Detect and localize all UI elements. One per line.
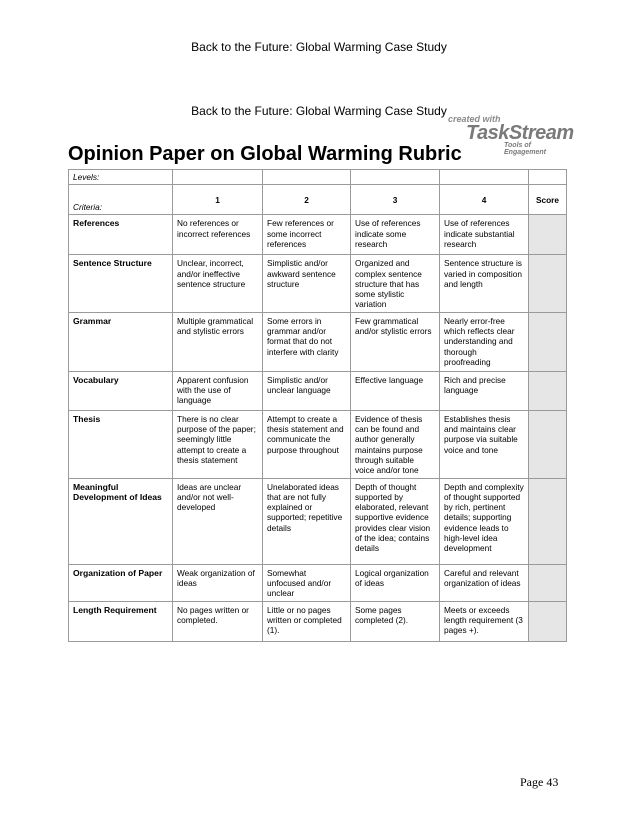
rubric-title: Opinion Paper on Global Warming Rubric <box>68 143 462 165</box>
score-cell[interactable] <box>529 478 567 564</box>
level-cell: Use of references indicate some research <box>351 215 440 255</box>
logo-line-2: TaskStream <box>466 122 574 144</box>
level-cell: Depth and complexity of thought supported by rich, pertinent details; supporting evidence leads to high-level idea development <box>440 478 529 564</box>
rubric-table <box>68 169 567 642</box>
level-cell: Use of references indicate substantial research <box>440 215 529 255</box>
running-header: Back to the Future: Global Warming Case Study <box>191 40 447 54</box>
table-row <box>69 410 567 478</box>
level-cell: Weak organization of ideas <box>173 564 263 601</box>
level-cell: Logical organization of ideas <box>351 564 440 601</box>
criterion-cell: Thesis <box>69 410 173 478</box>
table-row <box>69 312 567 371</box>
score-cell[interactable] <box>529 312 567 371</box>
level-cell: Careful and relevant organization of ideas <box>440 564 529 601</box>
level-cell: Sentence structure is varied in composition and length <box>440 255 529 312</box>
level-cell: Rich and precise language <box>440 371 529 410</box>
level-cell: Few grammatical and/or stylistic errors <box>351 312 440 371</box>
level-cell: Few references or some incorrect references <box>263 215 351 255</box>
criterion-cell: Organization of Paper <box>69 564 173 601</box>
table-row <box>69 564 567 601</box>
score-cell[interactable] <box>529 215 567 255</box>
criterion-cell: Vocabulary <box>69 371 173 410</box>
table-row <box>69 255 567 312</box>
level-cell: Some errors in grammar and/or format that do not interfere with clarity <box>263 312 351 371</box>
level-cell: Depth of thought supported by elaborated, relevant supportive evidence provides clear vision of the idea; contains details <box>351 478 440 564</box>
score-cell[interactable] <box>529 564 567 601</box>
level-cell: Multiple grammatical and stylistic errors <box>173 312 263 371</box>
level-header-2: 2 <box>263 185 351 215</box>
level-header-3: 3 <box>351 185 440 215</box>
level-cell: Simplistic and/or unclear language <box>263 371 351 410</box>
level-cell: Establishes thesis and maintains clear purpose via suitable voice and tone <box>440 410 529 478</box>
header-row <box>69 185 567 215</box>
score-cell[interactable] <box>529 371 567 410</box>
level-cell: Nearly error-free which reflects clear understanding and thorough proofreading <box>440 312 529 371</box>
level-cell: Attempt to create a thesis statement and communicate the purpose throughout <box>263 410 351 478</box>
level-cell: Ideas are unclear and/or not well-developed <box>173 478 263 564</box>
level-header-1: 1 <box>173 185 263 215</box>
criterion-cell: Meaningful Development of Ideas <box>69 478 173 564</box>
criterion-cell: Sentence Structure <box>69 255 173 312</box>
score-cell[interactable] <box>529 255 567 312</box>
table-row <box>69 601 567 641</box>
levels-label: Levels: <box>69 170 173 185</box>
score-cell[interactable] <box>529 601 567 641</box>
level-cell: Some pages completed (2). <box>351 601 440 641</box>
level-cell: Meets or exceeds length requirement (3 pages +). <box>440 601 529 641</box>
table-row <box>69 371 567 410</box>
level-cell: Little or no pages written or completed (1). <box>263 601 351 641</box>
taskstream-logo <box>448 114 574 156</box>
logo-line-1: created with <box>448 114 501 124</box>
page-number: Page 43 <box>520 775 559 789</box>
criterion-cell: Length Requirement <box>69 601 173 641</box>
logo-line-3: Tools of Engagement <box>504 142 547 156</box>
level-cell: Effective language <box>351 371 440 410</box>
criteria-label: Criteria: <box>69 185 173 215</box>
level-cell: No references or incorrect references <box>173 215 263 255</box>
level-cell: Evidence of thesis can be found and author generally maintains purpose through suitable voice and/or tone <box>351 410 440 478</box>
levels-row <box>69 170 567 185</box>
document-subheader: Back to the Future: Global Warming Case Study <box>191 104 447 118</box>
level-cell: Simplistic and/or awkward sentence structure <box>263 255 351 312</box>
level-cell: There is no clear purpose of the paper; seemingly little attempt to create a thesis statement <box>173 410 263 478</box>
level-cell: Somewhat unfocused and/or unclear <box>263 564 351 601</box>
criterion-cell: Grammar <box>69 312 173 371</box>
criterion-cell: References <box>69 215 173 255</box>
level-cell: Unclear, incorrect, and/or ineffective sentence structure <box>173 255 263 312</box>
table-row <box>69 478 567 564</box>
level-cell: Organized and complex sentence structure that has some stylistic variation <box>351 255 440 312</box>
level-cell: Apparent confusion with the use of language <box>173 371 263 410</box>
level-cell: No pages written or completed. <box>173 601 263 641</box>
level-cell: Unelaborated ideas that are not fully explained or supported; repetitive details <box>263 478 351 564</box>
score-header: Score <box>529 185 567 215</box>
level-header-4: 4 <box>440 185 529 215</box>
table-row <box>69 215 567 255</box>
score-cell[interactable] <box>529 410 567 478</box>
